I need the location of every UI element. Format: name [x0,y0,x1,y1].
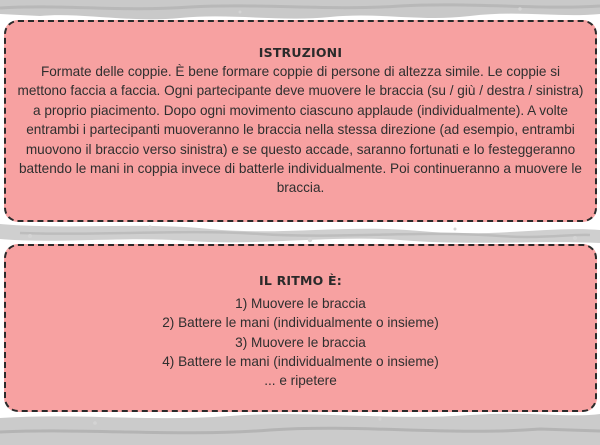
rhythm-step: 3) Muovere le braccia [235,334,366,350]
rhythm-steps [16,294,585,390]
rhythm-step-repeat: ... e ripetere [264,373,337,389]
instructions-text: Formate delle coppie. È bene formare coppie di persone di altezza simile. Le coppie si mettono faccia a faccia. Ogni partecipante deve muovere le braccia (su / giù / destra / sinistra) a proprio piacimento. Dopo ogni movimento ciascuno applaude (individualmente). A volte entrambi i partecipanti muoveranno le braccia nella stessa direzione (ad esempio, entrambi muovono il braccio verso sinistra) e se questo accade, saranno fortunati e lo festeggeranno battendo le mani in coppia invece di batterle individualmente. Poi continueranno a muovere le braccia. [17,64,584,196]
rhythm-card [4,244,597,412]
rhythm-title: IL RITMO È: [259,273,342,288]
rhythm-step: 4) Battere le mani (individualmente o insieme) [162,353,439,369]
rhythm-step: 1) Muovere le braccia [235,296,366,311]
rhythm-step: 2) Battere le mani (individualmente o insieme) [162,315,439,331]
instructions-title: ISTRUZIONI [258,45,343,60]
instructions-card [4,20,597,222]
